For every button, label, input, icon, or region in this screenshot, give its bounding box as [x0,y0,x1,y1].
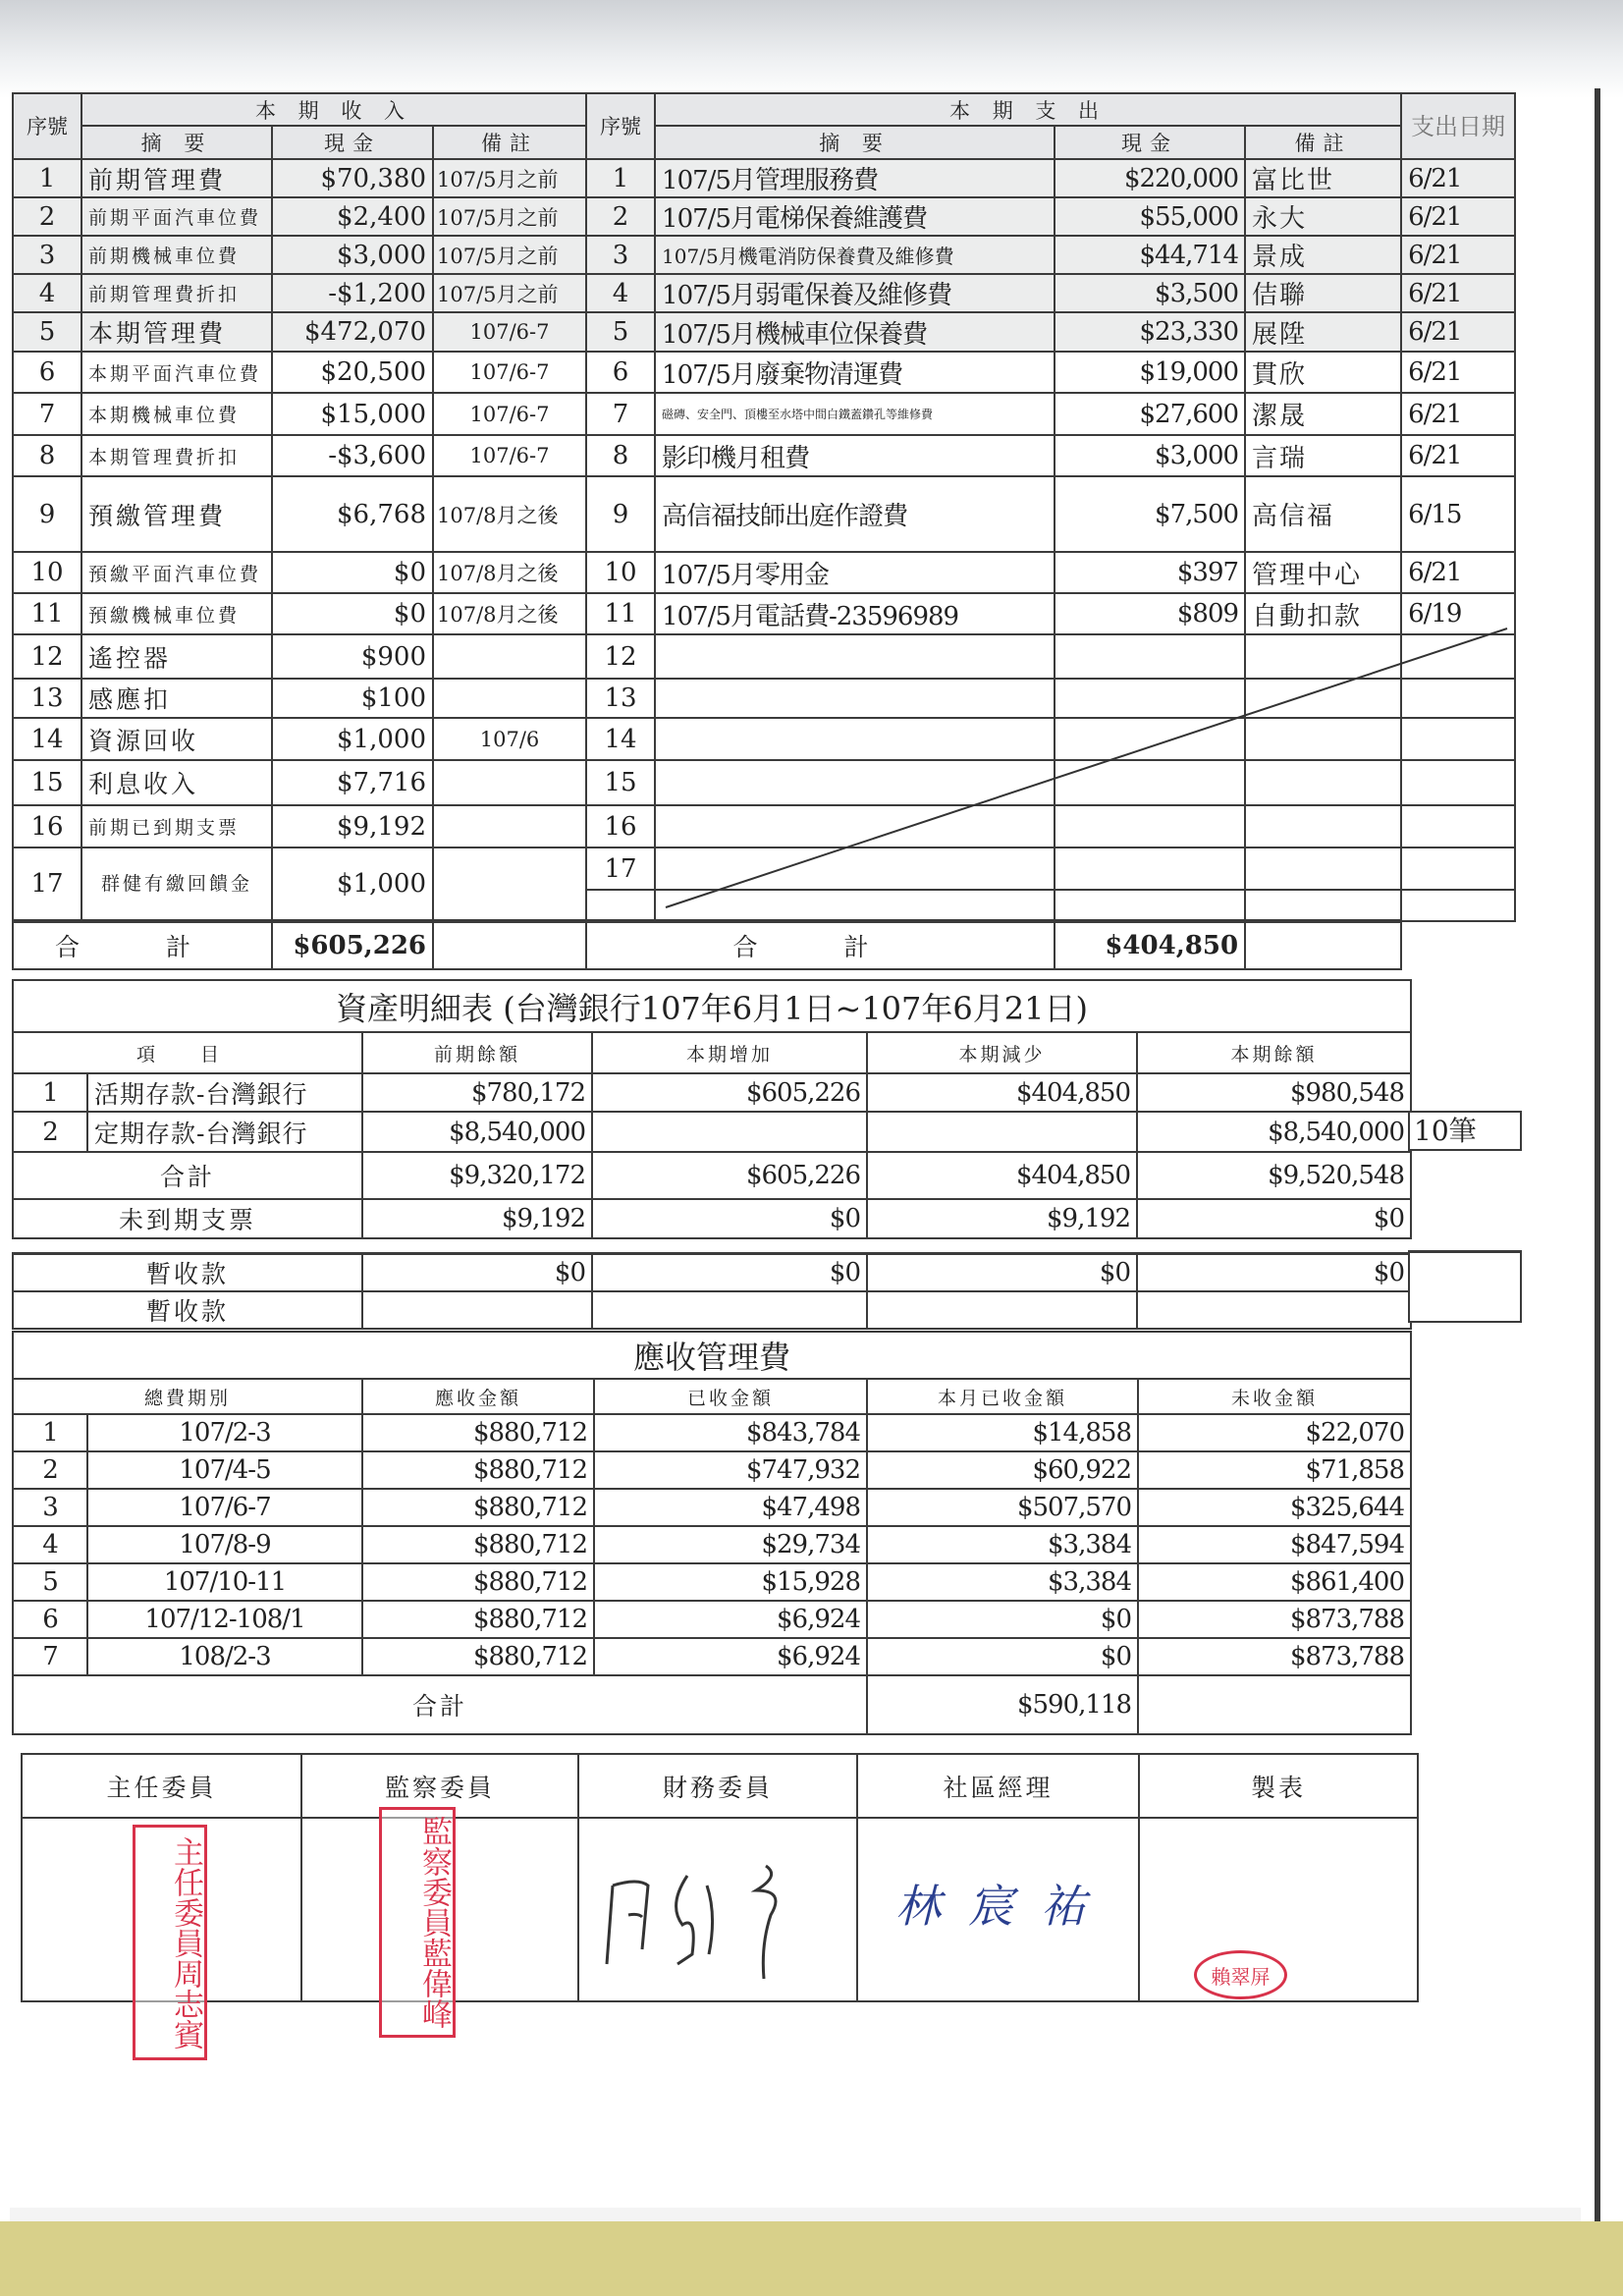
spacer-row [13,1238,1411,1253]
recv-due: $880,712 [362,1414,594,1451]
recv-unpaid: $325,644 [1138,1489,1411,1526]
finance-signature [599,1856,815,1984]
expense-cash: $3,500 [1055,274,1245,312]
recv-received: $6,924 [594,1638,867,1675]
income-no: 12 [13,634,81,679]
signature-header: 製表 [1139,1754,1418,1818]
expense-date: 6/21 [1401,197,1515,236]
expense-no: 16 [586,805,655,847]
col-header-due: 應收金額 [362,1379,594,1414]
expense-total-label: 合 計 [586,921,1055,969]
recv-no: 6 [13,1601,87,1638]
income-note: 107/8月之後 [433,476,586,552]
expense-no-header: 序號 [586,93,655,159]
table-row [13,1073,1411,1112]
income-note-header: 備註 [433,126,586,159]
chair-seal: 主任委員周志賓 [133,1825,207,2060]
asset-inc [592,1112,867,1152]
recv-total-blank [1138,1675,1411,1734]
uncashed-cheque-row-inc: $0 [592,1199,867,1238]
expense-vendor: 潔晟 [1245,393,1401,435]
recv-no: 7 [13,1638,87,1675]
expense-vendor: 貫欣 [1245,352,1401,393]
expense-desc: 107/5月管理服務費 [655,159,1055,197]
income-cash: $2,400 [272,197,433,236]
income-cash: $900 [272,634,433,679]
expense-date: 6/21 [1401,552,1515,593]
uncashed-cheque-row [13,1199,1411,1238]
income-desc: 前期管理費 [81,159,272,197]
col-header-item: 項 目 [13,1032,362,1073]
expense-desc-header: 摘 要 [655,126,1055,159]
recv-due: $880,712 [362,1638,594,1675]
asset-table-title: 資產明細表 (台灣銀行107年6月1日~107年6月21日) [13,980,1411,1032]
expense-note-header: 備註 [1245,126,1401,159]
income-total: $605,226 [272,921,433,969]
uncashed-cheque-row-bal: $0 [1137,1199,1411,1238]
uncashed-cheque-row-label: 未到期支票 [13,1199,362,1238]
expense-vendor: 展陞 [1245,312,1401,352]
income-desc: 遙控器 [81,634,272,679]
recv-month: $60,922 [867,1451,1138,1489]
table-row [13,1526,1411,1563]
income-note: 107/6 [433,718,586,760]
expense-cash: $44,714 [1055,236,1245,274]
income-no: 10 [13,552,81,593]
income-no: 17 [13,847,81,921]
recv-unpaid: $873,788 [1138,1601,1411,1638]
expense-date: 6/21 [1401,159,1515,197]
receivable-table-title: 應收管理費 [13,1332,1411,1379]
recv-month: $14,858 [867,1414,1138,1451]
expense-date: 6/21 [1401,274,1515,312]
expense-vendor: 佶聯 [1245,274,1401,312]
asset-inc: $605,226 [592,1073,867,1112]
income-title: 本 期 收 入 [81,93,586,126]
expense-vendor: 永大 [1245,197,1401,236]
income-cash: $100 [272,679,433,718]
expense-date: 6/21 [1401,312,1515,352]
recv-received: $29,734 [594,1526,867,1563]
expense-no: 13 [586,679,655,718]
table-row [13,1112,1411,1152]
expense-date: 6/21 [1401,236,1515,274]
recv-unpaid: $22,070 [1138,1414,1411,1451]
expense-desc: 高信福技師出庭作證費 [655,476,1055,552]
income-no: 13 [13,679,81,718]
recv-period: 107/4-5 [87,1451,362,1489]
temp-receipt-row-inc: $0 [592,1253,867,1291]
header-row [13,1032,1411,1073]
manager-signature: 林宸祐 [895,1880,1113,1933]
total-row [13,1675,1411,1734]
recv-due: $880,712 [362,1563,594,1601]
temp-receipt-row-2-label: 暫收款 [13,1291,362,1329]
income-desc: 群健有繳回饋金 [81,847,272,921]
income-cash: -$1,200 [272,274,433,312]
income-no: 6 [13,352,81,393]
income-note: 107/6-7 [433,312,586,352]
table-row [13,1489,1411,1526]
recv-total: $590,118 [867,1675,1138,1734]
income-desc: 預繳機械車位費 [81,593,272,634]
col-header-period: 總費期別 [13,1379,362,1414]
expense-no: 17 [586,847,655,890]
expense-cash: $220,000 [1055,159,1245,197]
col-header-unpaid: 未收金額 [1138,1379,1411,1414]
expense-total: $404,850 [1055,921,1245,969]
income-desc: 資源回收 [81,718,272,760]
expense-date: 6/21 [1401,393,1515,435]
recv-no: 2 [13,1451,87,1489]
asset-item: 定期存款-台灣銀行 [87,1112,362,1152]
expense-date-header: 支出日期 [1401,93,1515,159]
temp-receipt-extra-cell [1408,1250,1522,1323]
recv-received: $747,932 [594,1451,867,1489]
recv-no: 4 [13,1526,87,1563]
spacer [13,1238,1411,1253]
expense-desc: 107/5月電話費-23596989 [655,593,1055,634]
recv-period: 107/10-11 [87,1563,362,1601]
expense-desc: 107/5月電梯保養維護費 [655,197,1055,236]
recv-received: $843,784 [594,1414,867,1451]
expense-desc: 107/5月零用金 [655,552,1055,593]
temp-receipt-row-2-dec [867,1291,1137,1329]
uncashed-cheque-row-dec: $9,192 [867,1199,1137,1238]
income-cash: $6,768 [272,476,433,552]
income-no-header: 序號 [13,93,81,159]
expense-vendor: 自動扣款 [1245,593,1401,634]
expense-no: 14 [586,718,655,760]
income-no: 1 [13,159,81,197]
income-no: 9 [13,476,81,552]
signature-header: 社區經理 [857,1754,1139,1818]
expense-cash: $27,600 [1055,393,1245,435]
recv-period: 108/2-3 [87,1638,362,1675]
recv-received: $47,498 [594,1489,867,1526]
income-cash: $15,000 [272,393,433,435]
recv-received: $6,924 [594,1601,867,1638]
recv-due: $880,712 [362,1451,594,1489]
expense-desc: 107/5月廢棄物清運費 [655,352,1055,393]
recv-month: $3,384 [867,1563,1138,1601]
income-cash: -$3,600 [272,435,433,476]
asset-no: 2 [13,1112,87,1152]
income-desc: 前期管理費折扣 [81,274,272,312]
income-no: 4 [13,274,81,312]
asset-prev: $8,540,000 [362,1112,592,1152]
expense-desc: 影印機月租費 [655,435,1055,476]
income-no: 16 [13,805,81,847]
expense-desc: 磁磚、安全門、頂樓至水塔中間白鐵蓋鑽孔等維修費 [655,393,1055,435]
expense-cash: $809 [1055,593,1245,634]
income-no: 14 [13,718,81,760]
asset-total-row-label: 合計 [13,1152,362,1199]
col-header-received: 已收金額 [594,1379,867,1414]
expense-date: 6/21 [1401,352,1515,393]
uncashed-cheque-row-prev: $9,192 [362,1199,592,1238]
income-no: 15 [13,760,81,805]
expense-vendor: 富比世 [1245,159,1401,197]
expense-no: 2 [586,197,655,236]
recv-no: 5 [13,1563,87,1601]
table-row [13,1601,1411,1638]
recv-due: $880,712 [362,1526,594,1563]
income-no: 11 [13,593,81,634]
income-cash: $3,000 [272,236,433,274]
col-header-dec: 本期減少 [867,1032,1137,1073]
income-desc: 本期管理費 [81,312,272,352]
income-note: 107/5月之前 [433,236,586,274]
temp-receipt-row [13,1253,1411,1291]
temp-receipt-row-2-inc [592,1291,867,1329]
signature-header: 財務委員 [578,1754,857,1818]
recv-unpaid: $861,400 [1138,1563,1411,1601]
income-note: 107/6-7 [433,352,586,393]
expense-desc: 107/5月機電消防保養費及維修費 [655,236,1055,274]
income-note: 107/5月之前 [433,197,586,236]
income-cash: $0 [272,593,433,634]
signature-header: 監察委員 [301,1754,578,1818]
recv-no: 1 [13,1414,87,1451]
expense-cash: $397 [1055,552,1245,593]
temp-receipt-row-2-bal [1137,1291,1411,1329]
recv-received: $15,928 [594,1563,867,1601]
expense-no: 4 [586,274,655,312]
expense-no: 6 [586,352,655,393]
temp-receipt-row-prev: $0 [362,1253,592,1291]
income-note: 107/6-7 [433,393,586,435]
table-row [13,1414,1411,1451]
income-no: 5 [13,312,81,352]
expense-cash: $55,000 [1055,197,1245,236]
expense-no: 11 [586,593,655,634]
income-no: 2 [13,197,81,236]
expense-no: 7 [586,393,655,435]
income-note: 107/8月之後 [433,593,586,634]
expense-no: 12 [586,634,655,679]
scan-bottom-folder [0,2221,1623,2296]
recv-period: 107/8-9 [87,1526,362,1563]
income-desc: 預繳平面汽車位費 [81,552,272,593]
recv-due: $880,712 [362,1601,594,1638]
expense-cash-header: 現金 [1055,126,1245,159]
expense-date: 6/15 [1401,476,1515,552]
expense-desc: 107/5月弱電保養及維修費 [655,274,1055,312]
income-no: 8 [13,435,81,476]
asset-bal: $8,540,000 [1137,1112,1411,1152]
income-cash: $472,070 [272,312,433,352]
income-desc: 利息收入 [81,760,272,805]
expense-date: 6/19 [1401,593,1515,634]
income-desc: 本期機械車位費 [81,393,272,435]
expense-blank-strike-line [0,0,1623,982]
expense-vendor: 景成 [1245,236,1401,274]
asset-item: 活期存款-台灣銀行 [87,1073,362,1112]
income-note: 107/6-7 [433,435,586,476]
asset-no: 1 [13,1073,87,1112]
col-header-bal: 本期餘額 [1137,1032,1411,1073]
recv-unpaid: $847,594 [1138,1526,1411,1563]
table-row [13,1563,1411,1601]
recv-month: $0 [867,1638,1138,1675]
asset-total-row-bal: $9,520,548 [1137,1152,1411,1199]
expense-cash: $19,000 [1055,352,1245,393]
asset-prev: $780,172 [362,1073,592,1112]
temp-receipt-row-label: 暫收款 [13,1253,362,1291]
asset-dec: $404,850 [867,1073,1137,1112]
income-cash: $7,716 [272,760,433,805]
deposit-count: 10筆 [1408,1111,1522,1151]
income-cash: $1,000 [272,847,433,921]
expense-cash: $3,000 [1055,435,1245,476]
income-note: 107/5月之前 [433,274,586,312]
income-no: 3 [13,236,81,274]
header-row [13,1379,1411,1414]
temp-receipt-row-2-prev [362,1291,592,1329]
col-header-inc: 本期增加 [592,1032,867,1073]
expense-no: 1 [586,159,655,197]
expense-cash: $23,330 [1055,312,1245,352]
expense-no: 5 [586,312,655,352]
expense-no: 8 [586,435,655,476]
expense-no: 3 [586,236,655,274]
income-cash: $70,380 [272,159,433,197]
recv-period: 107/6-7 [87,1489,362,1526]
temp-receipt-row-bal: $0 [1137,1253,1411,1291]
recv-unpaid: $71,858 [1138,1451,1411,1489]
table-row [13,1451,1411,1489]
income-note: 107/5月之前 [433,159,586,197]
income-desc: 預繳管理費 [81,476,272,552]
expense-desc: 107/5月機械車位保養費 [655,312,1055,352]
income-cash-header: 現金 [272,126,433,159]
income-desc: 前期平面汽車位費 [81,197,272,236]
expense-vendor: 高信福 [1245,476,1401,552]
expense-vendor: 言瑞 [1245,435,1401,476]
supervisor-seal: 監察委員藍偉峰 [379,1807,456,2038]
asset-dec [867,1112,1137,1152]
recv-period: 107/12-108/1 [87,1601,362,1638]
expense-date: 6/21 [1401,435,1515,476]
recv-unpaid: $873,788 [1138,1638,1411,1675]
col-header-month: 本月已收金額 [867,1379,1138,1414]
col-header-prev: 前期餘額 [362,1032,592,1073]
income-desc: 前期機械車位費 [81,236,272,274]
signature-header: 主任委員 [22,1754,301,1818]
income-desc: 感應扣 [81,679,272,718]
expense-no: 15 [586,760,655,805]
recv-due: $880,712 [362,1489,594,1526]
recv-month: $507,570 [867,1489,1138,1526]
recv-month: $3,384 [867,1526,1138,1563]
income-cash: $0 [272,552,433,593]
income-cash: $1,000 [272,718,433,760]
income-cash: $9,192 [272,805,433,847]
expense-title: 本 期 支 出 [655,93,1401,126]
asset-total-row-inc: $605,226 [592,1152,867,1199]
income-desc: 前期已到期支票 [81,805,272,847]
income-total-label: 合 計 [13,921,272,969]
expense-no: 10 [586,552,655,593]
receivable-fee-table [12,1331,1412,1735]
temp-receipt-row-2 [13,1291,1411,1329]
recv-month: $0 [867,1601,1138,1638]
temp-receipt-row-dec: $0 [867,1253,1137,1291]
recv-no: 3 [13,1489,87,1526]
income-note: 107/8月之後 [433,552,586,593]
income-no: 7 [13,393,81,435]
asset-bal: $980,548 [1137,1073,1411,1112]
asset-detail-table [12,979,1412,1330]
asset-total-row-prev: $9,320,172 [362,1152,592,1199]
income-desc: 本期平面汽車位費 [81,352,272,393]
income-desc: 本期管理費折扣 [81,435,272,476]
asset-total-row [13,1152,1411,1199]
income-desc-header: 摘 要 [81,126,272,159]
preparer-round-seal: 賴翠屏 [1194,1950,1287,1999]
income-cash: $20,500 [272,352,433,393]
recv-period: 107/2-3 [87,1414,362,1451]
recv-total-label: 合計 [13,1675,867,1734]
expense-vendor: 管理中心 [1245,552,1401,593]
expense-no: 9 [586,476,655,552]
table-row [13,1638,1411,1675]
asset-total-row-dec: $404,850 [867,1152,1137,1199]
expense-cash: $7,500 [1055,476,1245,552]
